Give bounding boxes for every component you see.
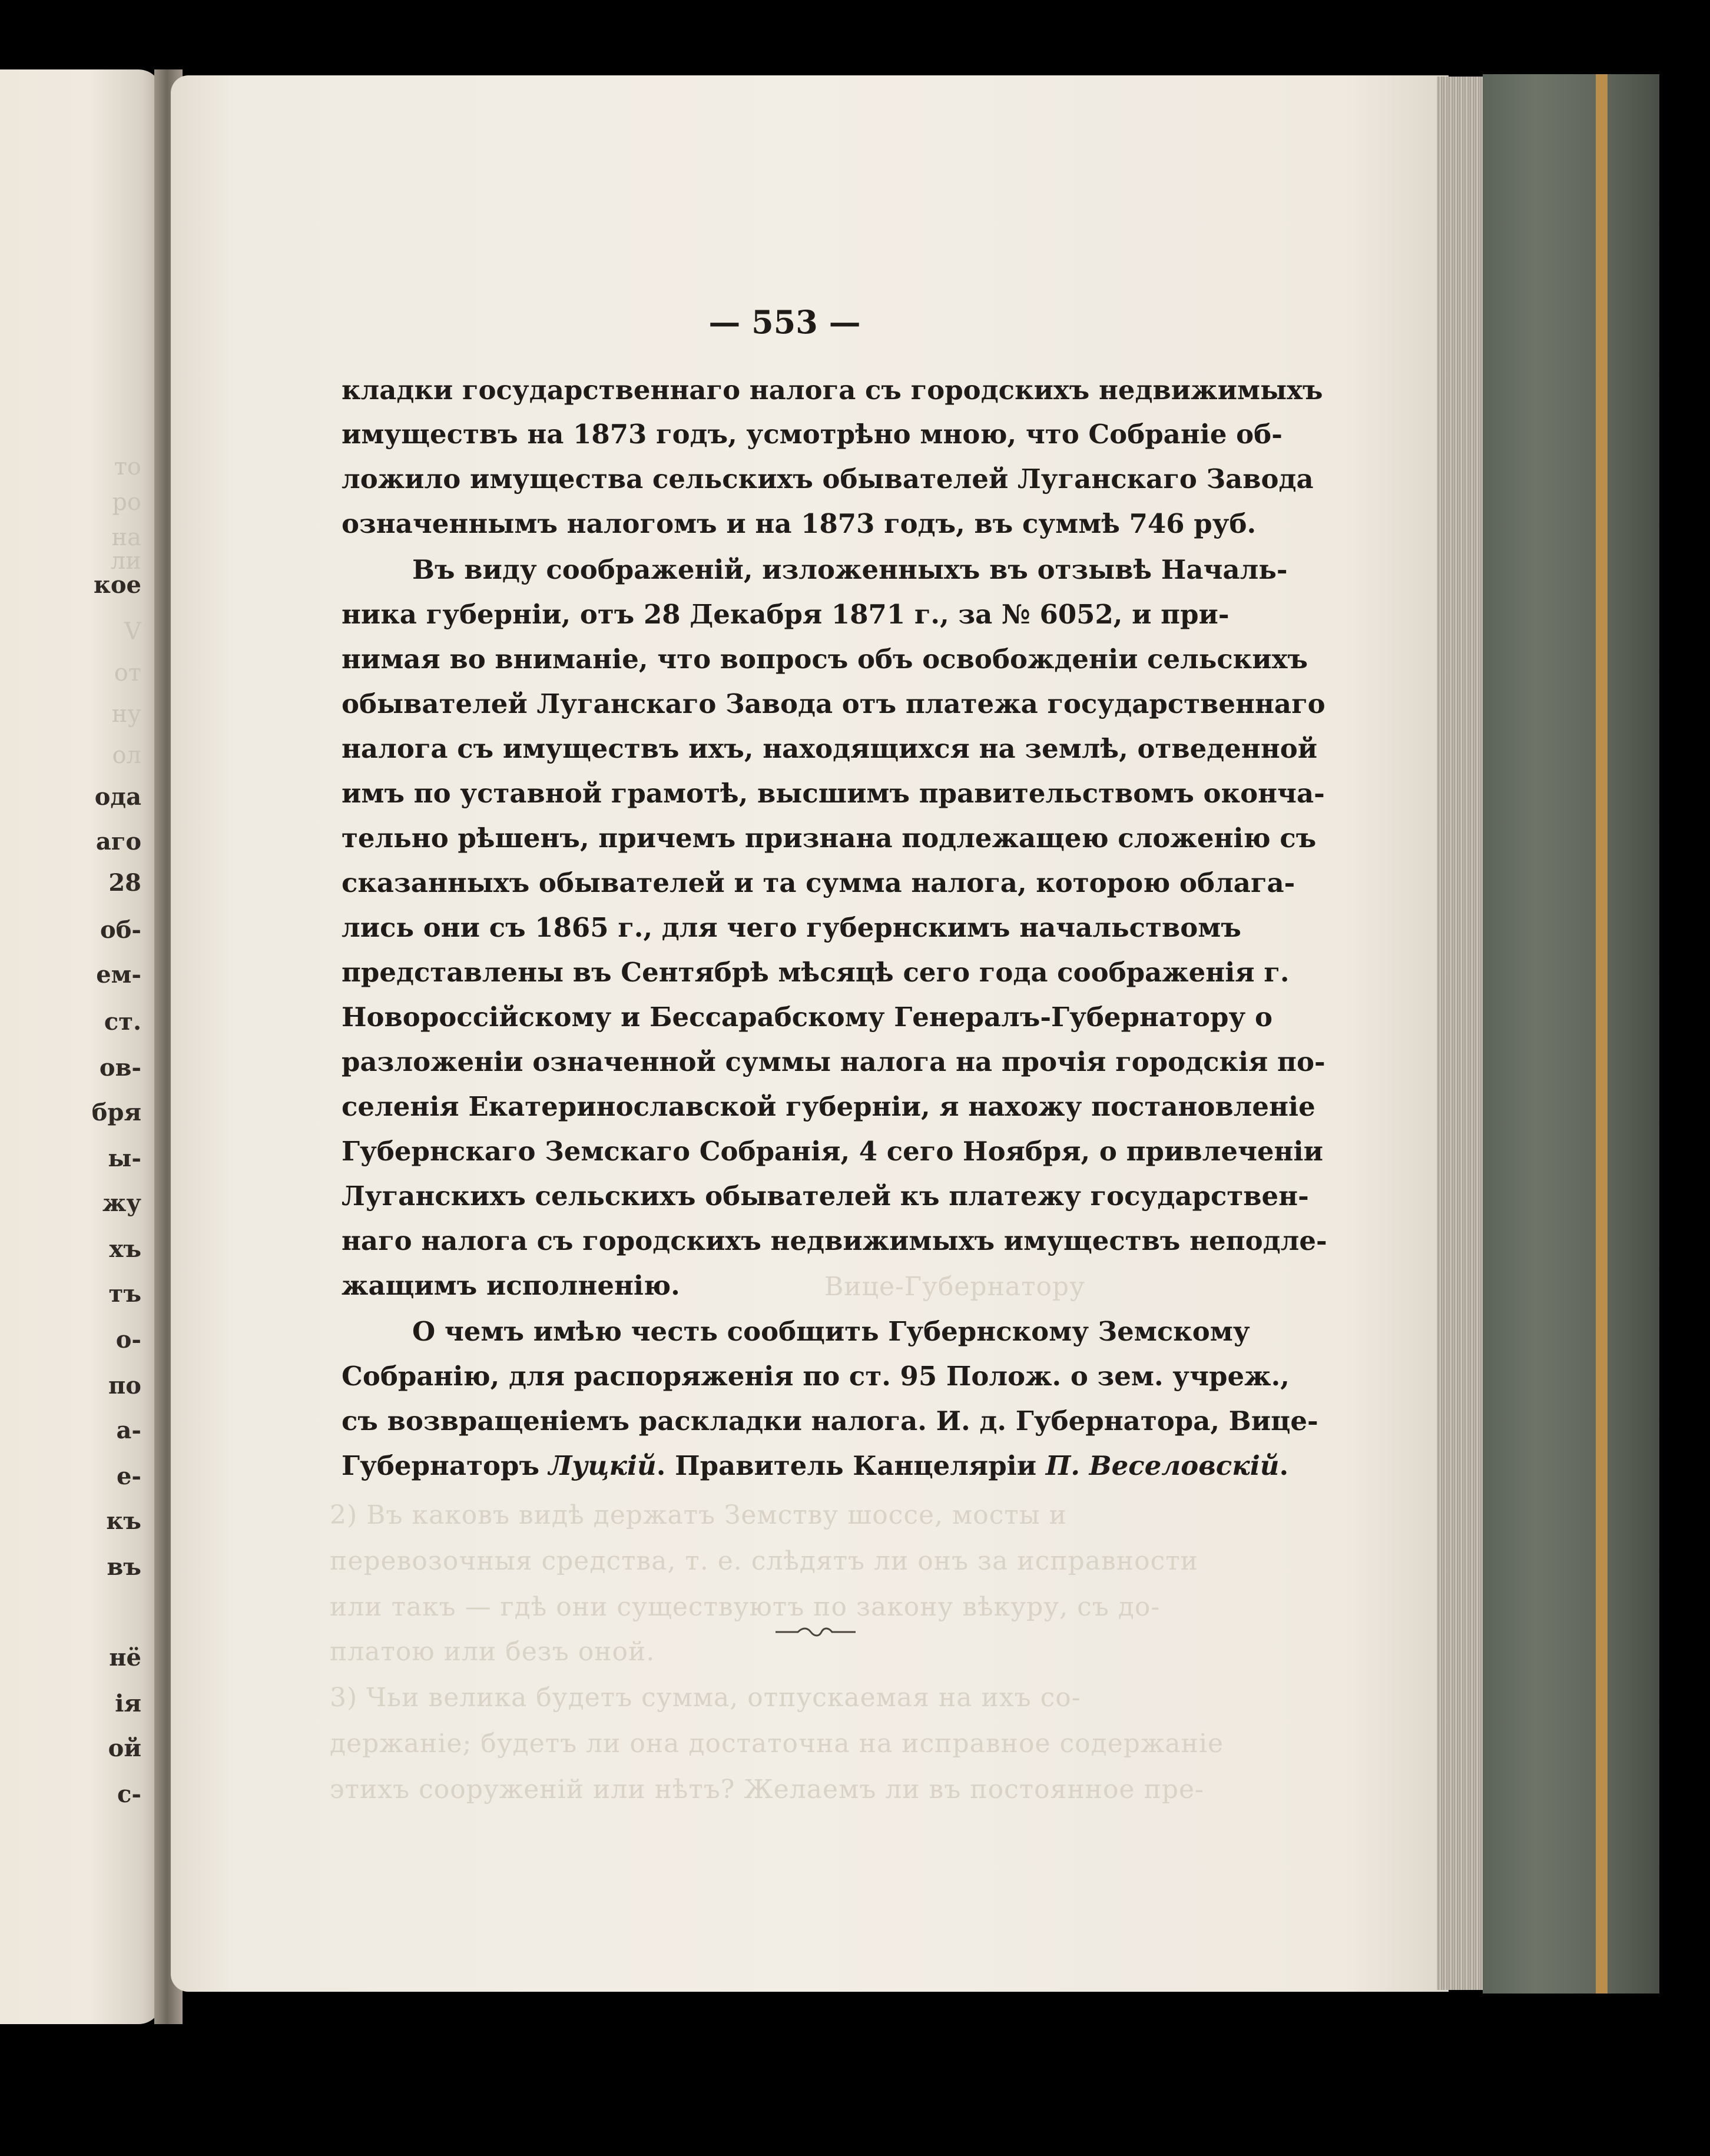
bleed-through-text: платою или безъ оной. — [330, 1637, 655, 1667]
left-page-fragment: въ — [107, 1553, 141, 1581]
text-line: ника губерніи, отъ 28 Декабря 1871 г., за № 6052, и при- — [342, 599, 1230, 630]
left-page-faint-fragment: ли — [110, 548, 141, 575]
text-line: кладки государственнаго налога съ городскихъ недвижимыхъ — [342, 374, 1323, 406]
left-page-fragment: къ — [106, 1507, 141, 1535]
left-page-fragment: 28 — [108, 869, 141, 897]
text-line: налога съ имуществъ ихъ, находящихся на землѣ, отведенной — [342, 733, 1318, 764]
left-page-faint-fragment: на — [111, 524, 141, 551]
bleed-through-text: 3) Чьи велика будетъ сумма, отпускаемая на ихъ со- — [330, 1683, 1081, 1713]
left-page-fragment: аго — [95, 828, 141, 855]
bleed-through-text: 2) Въ каковъ видѣ держатъ Земству шоссе, мосты и — [330, 1500, 1068, 1530]
text-line: сказанныхъ обывателей и та сумма налога, которою облага- — [342, 867, 1295, 898]
left-page-faint-fragment: ол — [112, 742, 141, 769]
left-page-fragment: с- — [117, 1780, 141, 1808]
left-page-fragment: а- — [116, 1417, 141, 1444]
page-edges — [1437, 77, 1483, 1990]
left-page-faint-fragment: ро — [112, 489, 141, 516]
left-page-fragment: ов- — [99, 1054, 141, 1082]
signature-suffix: . — [1279, 1450, 1289, 1481]
page-number: — 553 — — [708, 303, 861, 341]
text-line: наго налога съ городскихъ недвижимыхъ имуществъ неподле- — [342, 1225, 1327, 1256]
left-page-fragment: ем- — [96, 961, 141, 989]
left-page-fragment: бря — [91, 1099, 141, 1126]
left-page-fragment: ода — [94, 783, 141, 811]
left-page-fragment: ія — [115, 1690, 141, 1717]
text-line: лись они съ 1865 г., для чего губернскимъ начальствомъ — [342, 912, 1241, 943]
text-line: Новороссійскому и Бессарабскому Генералъ-Губернатору о — [342, 1001, 1272, 1033]
left-page-fragment: хъ — [109, 1235, 141, 1263]
left-page-fragment: по — [108, 1372, 141, 1399]
text-line: имъ по уставной грамотѣ, высшимъ правительствомъ оконча- — [342, 778, 1325, 809]
text-line: означеннымъ налогомъ и на 1873 годъ, въ суммѣ 746 руб. — [342, 508, 1257, 539]
left-page-fragment: ст. — [104, 1008, 141, 1036]
text-line: нимая во вниманіе, что вопросъ объ освобожденіи сельскихъ — [342, 644, 1308, 675]
left-page-fragment: об- — [100, 916, 141, 944]
signature-name-lutsky: Луцкій — [548, 1450, 657, 1481]
text-line: съ возвращеніемъ раскладки налога. И. д. Губернатора, Вице- — [342, 1405, 1318, 1437]
left-page-fragment: нё — [109, 1644, 141, 1671]
left-page-faint-fragment: от — [114, 659, 141, 686]
left-page-fragment: тъ — [108, 1280, 141, 1308]
left-page-fragment: жу — [102, 1189, 141, 1217]
left-page-fragment: ы- — [108, 1145, 141, 1172]
ornament-tailpiece-icon — [774, 1625, 857, 1639]
text-line: имуществъ на 1873 годъ, усмотрѣно мною, что Собраніе об- — [342, 419, 1282, 450]
bleed-through-text: держаніе; будетъ ли она достаточна на исправное содержаніе — [330, 1729, 1224, 1759]
left-page-fragment: ой — [108, 1734, 141, 1762]
left-page-fragment: о- — [115, 1326, 141, 1354]
bleed-through-text: Вице-Губернатору — [824, 1272, 1086, 1302]
text-line: О чемъ имѣю честь сообщить Губернскому Земскому — [412, 1316, 1250, 1347]
text-line: ложило имущества сельскихъ обывателей Луганскаго Завода — [342, 463, 1314, 495]
cover-trim — [1596, 74, 1608, 1994]
text-line: Луганскихъ сельскихъ обывателей къ платежу государствен- — [342, 1180, 1309, 1212]
bleed-through-text: перевозочныя средства, т. е. слѣдятъ ли онъ за исправности — [330, 1546, 1198, 1576]
signature-name-veselovsky: П. Веселовскій — [1045, 1450, 1280, 1481]
left-page-fragment: кое — [93, 571, 141, 599]
left-page-fragment: е- — [116, 1462, 141, 1490]
signature-prefix: Губернаторъ — [342, 1450, 549, 1481]
text-line: представлены въ Сентябрѣ мѣсяцѣ сего года соображенія г. — [342, 957, 1290, 988]
text-line: тельно рѣшенъ, причемъ признана подлежащею сложенію съ — [342, 822, 1317, 854]
text-line: обывателей Луганскаго Завода отъ платежа государственнаго — [342, 688, 1325, 719]
text-line: селенія Екатеринославской губерніи, я нахожу постановленіе — [342, 1091, 1315, 1122]
left-page-faint-fragment: то — [114, 453, 141, 480]
text-line: Въ виду соображеній, изложенныхъ въ отзывѣ Началь- — [412, 554, 1288, 585]
bleed-through-text: этихъ сооруженій или нѣтъ? Желаемъ ли въ постоянное пре- — [330, 1774, 1204, 1805]
left-facing-page — [0, 69, 162, 2024]
signature-line — [342, 1450, 1289, 1481]
text-line: Собранію, для распоряженія по ст. 95 Полож. о зем. учреж., — [342, 1361, 1290, 1392]
text-line: разложеніи означенной суммы налога на прочія городскія по- — [342, 1046, 1325, 1077]
book-cover — [1483, 74, 1659, 1994]
text-line: жащимъ исполненію. — [342, 1270, 680, 1301]
left-page-faint-fragment: V — [124, 618, 141, 645]
signature-middle: . Правитель Канцеляріи — [656, 1450, 1046, 1481]
left-page-faint-fragment: ну — [111, 701, 141, 728]
text-line: Губернскаго Земскаго Собранія, 4 сего Ноября, о привлеченіи — [342, 1136, 1323, 1167]
bleed-through-text: или такъ — гдѣ они существуютъ по закону вѣкуру, съ до- — [330, 1592, 1161, 1622]
